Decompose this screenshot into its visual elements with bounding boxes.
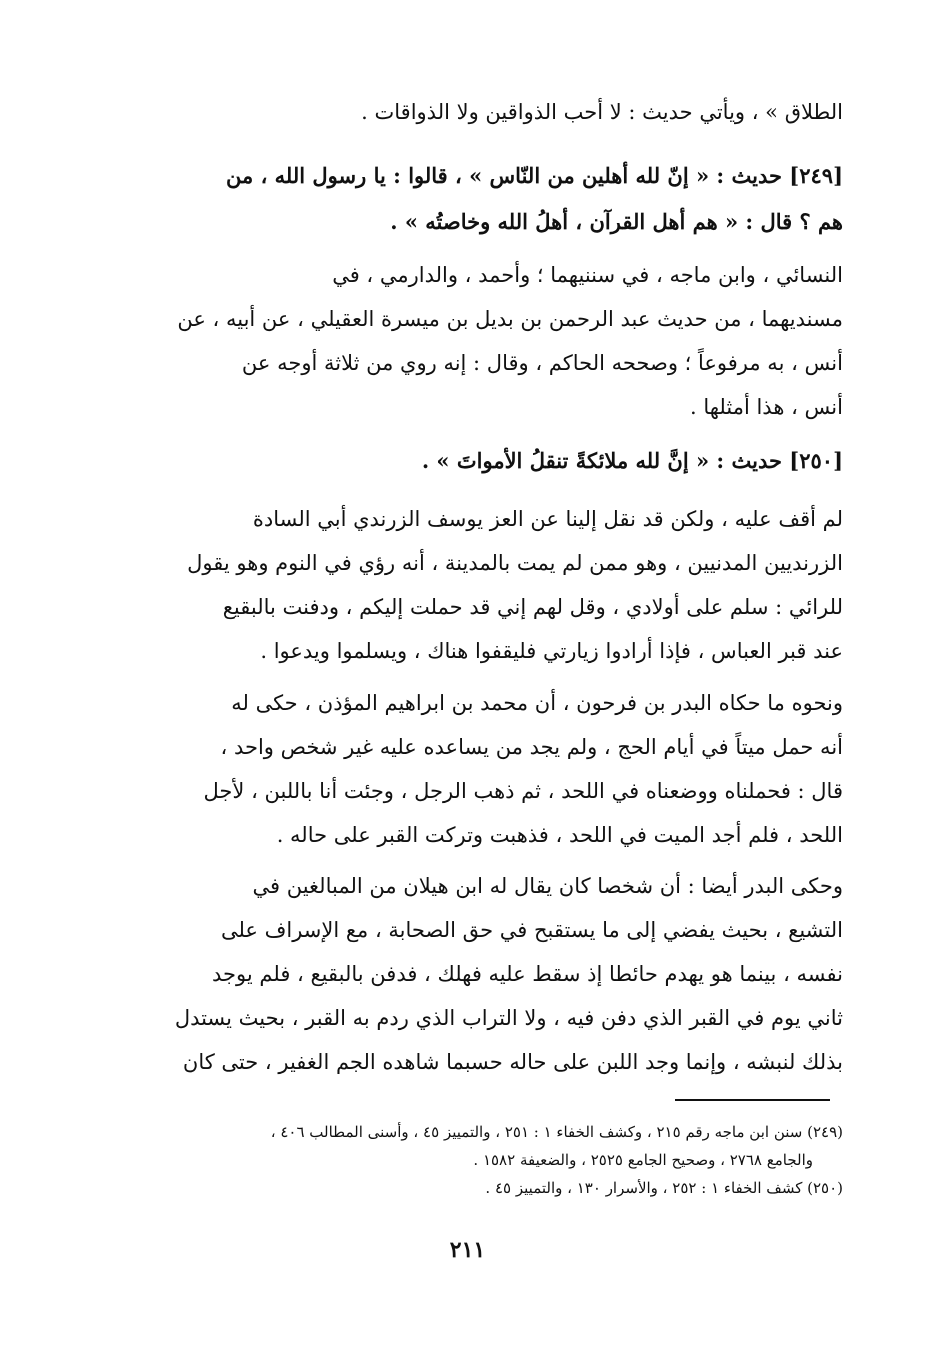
text-line: عند قبر العباس ، فإذا أرادوا زيارتي فليقفوا هناك ، ويسلموا ويدعوا . — [260, 639, 843, 663]
hadith-250-commentary-2 — [98, 681, 843, 857]
footnote-249-continuation: والجامع ٢٧٦٨ ، وصحيح الجامع ٢٥٢٥ ، والضعيفة ١٥٨٢ . — [473, 1151, 813, 1169]
text-line: [٢٤٩] حديث : « إنّ لله أهلين من النّاس » ، قالوا : يا رسول الله ، من — [226, 163, 843, 188]
text-line: أنه حمل ميتاً في أيام الحج ، ولم يجد من يساعده عليه غير شخص واحد ، — [220, 735, 843, 759]
text-line: لم أقف عليه ، ولكن قد نقل إلينا عن العز يوسف الزرندي أبي السادة — [252, 507, 843, 531]
footnote-250: (٢٥٠) كشف الخفاء ١ : ٢٥٢ ، والأسرار ١٣٠ ، والتمييز ٤٥ . — [485, 1179, 843, 1197]
text-line: للرائي : سلم على أولادي ، وقل لهم إني قد حملت إليكم ، ودفنت بالبقيع — [222, 595, 843, 619]
continuation-paragraph — [98, 98, 843, 126]
text-line: وحكى البدر أيضا : أن شخصا كان يقال له ابن هيلان من المبالغين في — [252, 874, 843, 898]
hadith-250-heading — [98, 447, 843, 475]
text-line: قال : فحملناه ووضعناه في اللحد ، ثم ذهب الرجل ، وجئت أنا باللبن ، لأجل — [203, 779, 843, 803]
text-line: النسائي ، وابن ماجه ، في سننيهما ؛ وأحمد ، والدارمي ، في — [332, 263, 843, 287]
text-line: هم ؟ قال : « هم أهل القرآن ، أهلُ الله وخاصتُه » . — [390, 209, 843, 234]
text-line: مسنديهما ، من حديث عبد الرحمن بن بديل بن ميسرة العقيلي ، عن أبيه ، عن — [177, 307, 843, 331]
text-line: [٢٥٠] حديث : « إنَّ لله ملائكةً تنقلُ الأمواتَ » . — [421, 448, 843, 473]
hadith-250-commentary-3 — [98, 864, 843, 1084]
text-line: التشيع ، بحيث يفضي إلى ما يستقبح في حق الصحابة ، مع الإسراف على — [220, 918, 843, 942]
text-line: الطلاق » ، ويأتي حديث : لا أحب الذواقين ولا الذواقات . — [361, 100, 843, 124]
text-line: أنس ، هذا أمثلها . — [690, 395, 843, 419]
text-line: بذلك لنبشه ، وإنما وجد اللبن على حاله حسبما شاهده الجم الغفير ، حتى كان — [182, 1050, 843, 1074]
footnote-separator — [675, 1099, 830, 1101]
text-line: اللحد ، فلم أجد الميت في اللحد ، فذهبت وتركت القبر على حاله . — [276, 823, 843, 847]
hadith-249-heading — [98, 153, 843, 245]
text-line: ثاني يوم في القبر الذي دفن فيه ، ولا التراب الذي ردم به القبر ، بحيث يستدل — [174, 1006, 843, 1030]
text-line: أنس ، به مرفوعاً ؛ وصححه الحاكم ، وقال : إنه روي من ثلاثة أوجه عن — [241, 351, 843, 375]
page-number: ٢١١ — [449, 1237, 486, 1263]
text-line: نفسه ، بينما هو يهدم حائطا إذ سقط عليه فهلك ، فدفن بالبقيع ، فلم يوجد — [212, 962, 843, 986]
footnotes — [98, 1118, 843, 1202]
hadith-250-commentary-1 — [98, 497, 843, 673]
footnote-249: (٢٤٩) سنن ابن ماجه رقم ٢١٥ ، وكشف الخفاء ١ : ٢٥١ ، والتمييز ٤٥ ، وأسنى المطالب ٤٠٦ ، — [270, 1123, 843, 1141]
hadith-249-commentary — [98, 253, 843, 429]
text-line: الزرنديين المدنيين ، وهو ممن لم يمت بالمدينة ، أنه رؤي في النوم وهو يقول — [187, 551, 843, 575]
text-line: ونحوه ما حكاه البدر بن فرحون ، أن محمد بن ابراهيم المؤذن ، حكى له — [231, 691, 843, 715]
